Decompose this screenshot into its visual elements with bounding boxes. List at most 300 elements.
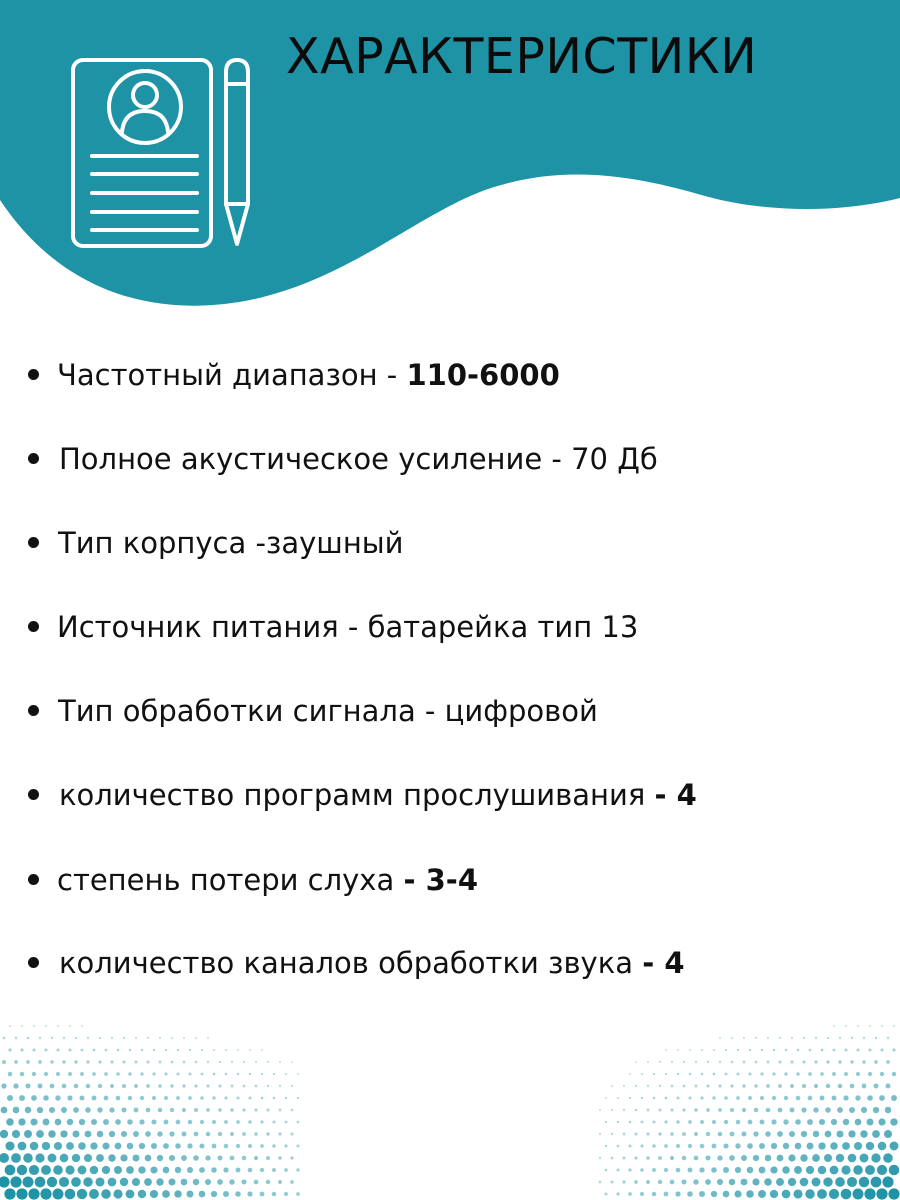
halftone-dot — [839, 1037, 841, 1039]
halftone-dot — [814, 1060, 817, 1063]
halftone-dot — [731, 1037, 733, 1039]
halftone-dot — [778, 1108, 783, 1113]
halftone-dot — [640, 1192, 644, 1196]
halftone-dot — [737, 1049, 739, 1051]
halftone-dot — [771, 1119, 776, 1124]
halftone-dot — [635, 1085, 637, 1087]
halftone-dot — [719, 1061, 721, 1063]
halftone-dot — [623, 1109, 625, 1111]
halftone-dot — [725, 1073, 728, 1076]
halftone-dot — [688, 1168, 693, 1173]
halftone-dot — [778, 1084, 782, 1088]
halftone-dot — [873, 1107, 879, 1113]
halftone-dot — [850, 1084, 855, 1089]
halftone-dot — [694, 1156, 699, 1161]
halftone-dot — [886, 1060, 890, 1064]
halftone-dot — [847, 1177, 857, 1187]
halftone-dot — [653, 1073, 655, 1075]
halftone-dot — [815, 1037, 817, 1039]
halftone-dot — [617, 1121, 619, 1123]
halftone-dot — [611, 1133, 613, 1135]
halftone-dot — [851, 1037, 853, 1039]
halftone-dot — [647, 1109, 650, 1112]
halftone-dot — [885, 1107, 892, 1114]
halftone-dot — [712, 1096, 715, 1099]
halftone-dot — [599, 1157, 601, 1159]
halftone-dot — [877, 1165, 887, 1175]
halftone-dot — [652, 1120, 655, 1123]
spec-value: - 3-4 — [403, 863, 478, 897]
halftone-dot — [611, 1157, 614, 1160]
halftone-dot — [790, 1060, 793, 1063]
halftone-dot — [845, 1049, 848, 1052]
halftone-dot — [682, 1132, 686, 1136]
halftone-dot — [838, 1084, 843, 1089]
halftone-dot — [854, 1142, 862, 1150]
halftone-dot — [675, 1191, 680, 1196]
halftone-dot — [783, 1143, 789, 1149]
halftone-dot — [802, 1084, 806, 1088]
halftone-dot — [878, 1118, 885, 1125]
halftone-dot — [863, 1037, 865, 1039]
halftone-dot — [788, 1178, 796, 1186]
halftone-dot — [611, 1085, 613, 1087]
halftone-dot — [695, 1061, 697, 1063]
halftone-dot — [876, 1188, 887, 1199]
halftone-dot — [885, 1083, 890, 1088]
halftone-dot — [664, 1168, 668, 1172]
halftone-dot — [647, 1061, 649, 1063]
halftone-dot — [812, 1178, 821, 1187]
halftone-dot — [734, 1190, 741, 1197]
halftone-dot — [841, 1165, 850, 1174]
halftone-dot — [782, 1190, 791, 1199]
halftone-dot — [814, 1084, 818, 1088]
halftone-dot — [635, 1133, 638, 1136]
halftone-dot — [892, 1048, 895, 1051]
halftone-dot — [730, 1132, 735, 1137]
halftone-dot — [770, 1166, 777, 1173]
halftone-dot — [725, 1049, 727, 1051]
halftone-dot — [755, 1037, 757, 1039]
halftone-dot — [808, 1096, 813, 1101]
halftone-dot — [842, 1142, 850, 1150]
halftone-dot — [881, 1025, 883, 1027]
halftone-dot — [611, 1181, 614, 1184]
halftone-dot — [730, 1084, 733, 1087]
halftone-dot — [857, 1049, 860, 1052]
halftone-dot — [830, 1166, 839, 1175]
halftone-dot — [883, 1153, 893, 1163]
halftone-dot — [867, 1095, 873, 1101]
halftone-dot — [770, 1190, 778, 1198]
spec-value: - 4 — [654, 778, 697, 812]
halftone-dot — [829, 1189, 839, 1199]
halftone-dot — [760, 1072, 763, 1075]
halftone-dot — [887, 1037, 890, 1040]
halftone-dot — [717, 1179, 723, 1185]
halftone-dot — [760, 1096, 764, 1100]
halftone-dot — [634, 1180, 638, 1184]
halftone-dot — [845, 1025, 847, 1027]
halftone-dot — [850, 1060, 853, 1063]
halftone-dot — [805, 1189, 814, 1198]
halftone-dot — [747, 1143, 753, 1149]
halftone-dot — [694, 1108, 697, 1111]
halftone-dot — [676, 1120, 679, 1123]
halftone-dot — [826, 1060, 829, 1063]
halftone-dot — [670, 1180, 675, 1185]
halftone-dot — [890, 1142, 899, 1151]
halftone-dot — [761, 1049, 763, 1051]
halftone-dot — [736, 1096, 740, 1100]
halftone-dot — [888, 1188, 899, 1199]
halftone-dot — [599, 1181, 602, 1184]
halftone-dot — [623, 1133, 626, 1136]
halftone-dot — [683, 1085, 686, 1088]
halftone-dot — [677, 1073, 679, 1075]
halftone-dot — [767, 1061, 770, 1064]
halftone-dot — [629, 1145, 632, 1148]
halftone-dot — [833, 1025, 835, 1027]
spec-label: Тип обработки сигнала - цифровой — [58, 694, 598, 728]
halftone-dot — [753, 1155, 759, 1161]
halftone-dot — [682, 1156, 686, 1160]
halftone-dot — [665, 1097, 668, 1100]
halftone-dot — [855, 1095, 860, 1100]
halftone-dot — [717, 1155, 722, 1160]
halftone-dot — [836, 1130, 843, 1137]
halftone-dot — [862, 1060, 866, 1064]
halftone-dot — [701, 1049, 703, 1051]
halftone-dot — [699, 1167, 704, 1172]
halftone-dot — [748, 1096, 752, 1100]
halftone-dot — [701, 1073, 704, 1076]
spec-label: количество программ прослушивания — [59, 778, 655, 812]
halftone-dot — [671, 1061, 673, 1063]
halftone-dot — [821, 1049, 824, 1052]
halftone-dot — [872, 1130, 880, 1138]
halftone-dot — [724, 1120, 728, 1124]
halftone-dot — [659, 1109, 662, 1112]
halftone-dot — [848, 1154, 857, 1163]
halftone-dot — [695, 1085, 698, 1088]
halftone-dot — [797, 1049, 800, 1052]
halftone-dot — [628, 1192, 632, 1196]
halftone-dot — [812, 1154, 820, 1162]
halftone-dot — [688, 1144, 692, 1148]
halftone-dot — [843, 1119, 850, 1126]
halftone-dot — [875, 1037, 877, 1039]
halftone-dot — [646, 1132, 649, 1135]
halftone-dot — [790, 1084, 794, 1088]
halftone-dot — [664, 1120, 667, 1123]
halftone-dot — [753, 1131, 758, 1136]
halftone-dot — [868, 1072, 872, 1076]
halftone-dot — [802, 1060, 805, 1063]
halftone-dot — [658, 1156, 662, 1160]
halftone-dot — [599, 1109, 601, 1111]
halftone-dot — [741, 1179, 748, 1186]
halftone-dot — [777, 1155, 784, 1162]
halftone-dot — [844, 1072, 848, 1076]
halftone-dot — [871, 1177, 882, 1188]
halftone-dot — [707, 1061, 709, 1063]
halftone-dot — [793, 1189, 802, 1198]
halftone-dot — [605, 1121, 607, 1123]
halftone-dot — [617, 1145, 620, 1148]
halftone-dot — [712, 1144, 717, 1149]
halftone-dot — [874, 1060, 878, 1064]
halftone-dot — [748, 1120, 753, 1125]
halftone-dot — [807, 1143, 814, 1150]
halftone-dot — [611, 1109, 613, 1111]
halftone-dot — [699, 1191, 705, 1197]
halftone-dot — [878, 1142, 887, 1151]
halftone-dot — [766, 1108, 771, 1113]
halftone-dot — [705, 1179, 711, 1185]
halftone-dot — [807, 1119, 813, 1125]
halftone-dot — [741, 1131, 746, 1136]
halftone-dot — [748, 1072, 751, 1075]
halftone-dot — [605, 1169, 608, 1172]
halftone-dot — [658, 1132, 661, 1135]
halftone-dot — [688, 1120, 692, 1124]
halftone-dot — [641, 1121, 644, 1124]
halftone-dot — [741, 1155, 747, 1161]
halftone-dot — [687, 1191, 693, 1197]
halftone-dot — [806, 1166, 814, 1174]
spec-label: Тип корпуса -заушный — [58, 526, 404, 560]
halftone-dot — [711, 1167, 717, 1173]
halftone-dot — [729, 1155, 735, 1161]
halftone-dot — [831, 1119, 837, 1125]
halftone-dot — [628, 1168, 631, 1171]
spec-label: Полное акустическое усиление - 70 Дб — [59, 442, 658, 476]
halftone-dot — [824, 1154, 832, 1162]
halftone-dot — [813, 1131, 820, 1138]
halftone-dot — [771, 1143, 777, 1149]
halftone-dot — [629, 1073, 631, 1075]
halftone-dot — [623, 1085, 625, 1087]
halftone-dot — [830, 1142, 838, 1150]
halftone-dot — [794, 1166, 802, 1174]
halftone-dot — [818, 1166, 827, 1175]
halftone-dot — [866, 1142, 874, 1150]
halftone-dot — [617, 1097, 619, 1099]
halftone-dot — [831, 1095, 836, 1100]
halftone-dot — [711, 1191, 717, 1197]
halftone-dot — [759, 1167, 766, 1174]
halftone-dot — [867, 1119, 874, 1126]
page-title: ХАРАКТЕРИСТИКИ — [286, 28, 758, 85]
halftone-dot — [801, 1131, 807, 1137]
halftone-dot — [671, 1085, 674, 1088]
halftone-dot — [641, 1097, 643, 1099]
halftone-dot — [713, 1049, 715, 1051]
halftone-dot — [764, 1178, 772, 1186]
halftone-dot — [676, 1144, 680, 1148]
halftone-dot — [861, 1107, 867, 1113]
halftone-dot — [752, 1178, 759, 1185]
halftone-dot — [758, 1190, 766, 1198]
halftone-dot — [712, 1120, 716, 1124]
halftone-dot — [647, 1085, 649, 1087]
halftone-dot — [890, 1118, 897, 1125]
halftone-dot — [773, 1049, 775, 1051]
spec-value: - 4 — [642, 946, 685, 980]
halftone-dot — [855, 1119, 862, 1126]
halftone-dot — [713, 1073, 716, 1076]
halftone-dot — [825, 1131, 832, 1138]
halftone-dot — [825, 1107, 831, 1113]
halftone-dot — [743, 1061, 746, 1064]
halftone-dot — [731, 1061, 734, 1064]
halftone-dot — [766, 1084, 770, 1088]
halftone-dot — [784, 1096, 788, 1100]
halftone-dot — [835, 1177, 845, 1187]
halftone-dot — [859, 1177, 869, 1187]
halftone-dot — [754, 1108, 758, 1112]
halftone-dot — [736, 1120, 741, 1125]
halftone-dot — [719, 1037, 721, 1039]
halftone-dot — [737, 1073, 740, 1076]
halftone-dot — [670, 1132, 674, 1136]
halftone-dot — [837, 1107, 843, 1113]
halftone-dot — [735, 1143, 740, 1148]
halftone-dot — [813, 1107, 818, 1112]
halftone-dot — [729, 1179, 736, 1186]
halftone-dot — [779, 1037, 781, 1039]
halftone-dot — [809, 1049, 812, 1052]
halftone-dot — [796, 1096, 801, 1101]
halftone-dot — [735, 1167, 741, 1173]
halftone-dot — [700, 1144, 705, 1149]
halftone-dot — [700, 1120, 704, 1124]
halftone-dot — [724, 1096, 728, 1100]
spec-label: Источник питания - батарейка тип 13 — [57, 610, 639, 644]
halftone-dot — [694, 1132, 698, 1136]
spec-label: количество каналов обработки звука — [59, 946, 643, 980]
halftone-dot — [808, 1072, 812, 1076]
halftone-dot — [676, 1168, 681, 1173]
halftone-dot — [860, 1130, 868, 1138]
halftone-dot — [862, 1084, 867, 1089]
halftone-dot — [705, 1155, 710, 1160]
halftone-dot — [784, 1072, 787, 1075]
halftone-dot — [743, 1037, 745, 1039]
halftone-dot — [889, 1165, 900, 1176]
halftone-dot — [605, 1097, 607, 1099]
halftone-dot — [641, 1073, 643, 1075]
halftone-dot — [765, 1155, 772, 1162]
halftone-dot — [795, 1119, 801, 1125]
halftone-dot — [658, 1180, 662, 1184]
halftone-dot — [879, 1095, 885, 1101]
halftone-dot — [827, 1037, 829, 1039]
halftone-dot — [820, 1072, 824, 1076]
halftone-dot — [652, 1168, 656, 1172]
halftone-dot — [665, 1049, 667, 1051]
halftone-dot — [677, 1097, 680, 1100]
halftone-dot — [841, 1189, 852, 1200]
spec-value: 110-6000 — [406, 358, 560, 392]
halftone-dot — [742, 1084, 745, 1087]
halftone-dot — [640, 1144, 643, 1147]
spec-label: степень потери слуха — [57, 863, 404, 897]
halftone-dot — [820, 1096, 825, 1101]
halftone-dot — [868, 1048, 871, 1051]
halftone-dot — [755, 1061, 758, 1064]
halftone-dot — [646, 1156, 650, 1160]
halftone-dot — [677, 1049, 679, 1051]
halftone-dot — [796, 1072, 800, 1076]
halftone-dot — [759, 1143, 765, 1149]
halftone-dot — [788, 1154, 795, 1161]
halftone-dot — [838, 1060, 841, 1063]
halftone-dot — [659, 1061, 661, 1063]
halftone-dot — [718, 1132, 723, 1137]
halftone-dot — [803, 1037, 805, 1039]
halftone-dot — [869, 1025, 871, 1027]
halftone-dot — [849, 1107, 855, 1113]
halftone-dot — [629, 1121, 632, 1124]
halftone-dot — [856, 1072, 860, 1076]
halftone-dot — [670, 1156, 674, 1160]
halftone-dot — [665, 1073, 667, 1075]
halftone-dot — [853, 1165, 863, 1175]
halftone-dot — [718, 1108, 722, 1112]
halftone-dot — [864, 1188, 875, 1199]
halftone-dot — [783, 1119, 788, 1124]
halftone-dot — [765, 1131, 771, 1137]
halftone-dot — [605, 1193, 608, 1196]
halftone-dot — [747, 1167, 754, 1174]
halftone-dot — [880, 1048, 883, 1051]
halftone-dot — [782, 1166, 790, 1174]
halftone-dot — [617, 1169, 620, 1172]
halftone-dot — [801, 1107, 806, 1112]
halftone-dot — [795, 1143, 802, 1150]
halftone-dot — [659, 1085, 661, 1087]
halftone-dot — [646, 1180, 650, 1184]
halftone-dot — [880, 1072, 884, 1076]
halftone-dot — [652, 1192, 656, 1196]
halftone-dot — [819, 1119, 825, 1125]
halftone-dot — [871, 1153, 880, 1162]
halftone-dot — [789, 1131, 795, 1137]
halftone-dot — [754, 1084, 758, 1088]
halftone-dot — [688, 1096, 691, 1099]
halftone-dot — [599, 1133, 601, 1135]
halftone-dot — [843, 1095, 848, 1100]
halftone-dot — [664, 1144, 668, 1148]
halftone-dot — [777, 1131, 783, 1137]
spec-label: Частотный диапазон - — [57, 358, 407, 392]
halftone-dot — [634, 1156, 637, 1159]
halftone-dot — [874, 1084, 879, 1089]
halftone-dot — [681, 1179, 686, 1184]
halftone-dot — [723, 1191, 730, 1198]
halftone-dot — [817, 1189, 827, 1199]
halftone-dot — [800, 1154, 807, 1161]
halftone-dot — [767, 1037, 769, 1039]
halftone-dot — [616, 1192, 619, 1195]
halftone-dot — [892, 1072, 896, 1076]
halftone-dot — [891, 1095, 897, 1101]
halftone-dot — [790, 1108, 795, 1113]
halftone-dot — [689, 1073, 692, 1076]
